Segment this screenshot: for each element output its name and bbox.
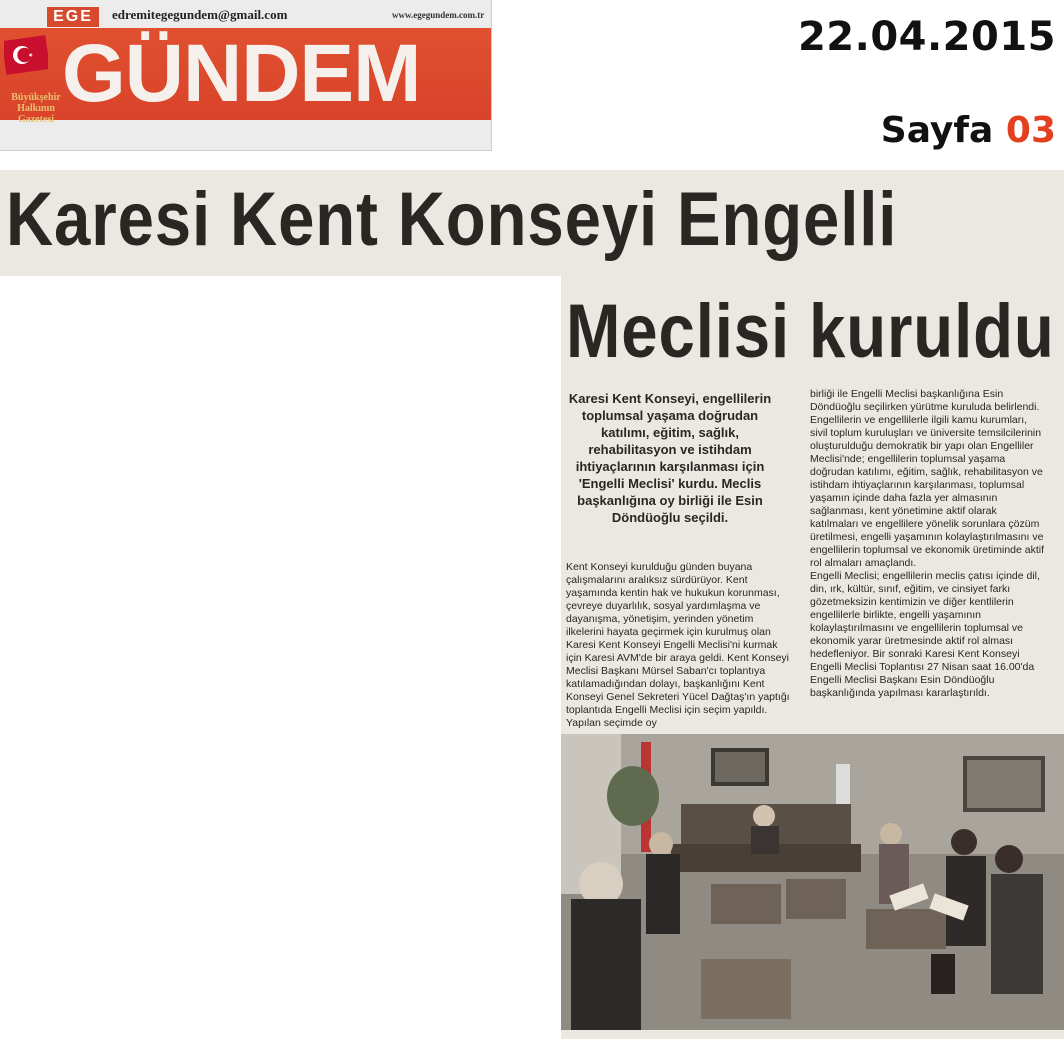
article-paragraph: birliği ile Engelli Meclisi başkanlığına Esin Döndüoğlu seçilirken yürütme kuruluda belirlendi.	[810, 388, 1040, 413]
newspaper-masthead	[0, 0, 492, 151]
article-body-right-column	[810, 388, 1045, 700]
slogan-line: Halkının	[17, 103, 55, 114]
edition-badge: EGE	[47, 7, 99, 27]
meeting-photo-illustration	[561, 734, 1064, 1030]
page-indicator	[881, 110, 1056, 151]
turkish-flag-icon	[4, 34, 48, 78]
newspaper-logo: GÜNDEM	[62, 28, 421, 119]
masthead-email: edremitegegundem@gmail.com	[112, 7, 288, 22]
masthead-website: www.egegundem.com.tr	[392, 10, 485, 20]
article-paragraph: Engellilerin ve engellilerle ilgili kamu kurumları, sivil toplum kuruluşları ve üniversite temsilcilerinin oluşturulduğu demokratik bir yapı olan Engelliler Meclisi'nde; engellilerin toplumsal yaşama doğrudan katılımı, eğitim, sağlık, rehabilitasyon ve istihdam ihtiyaçlarının karşılanması, toplumsal yaşamın içinde daha fazla yer almasının sağlanması, kent yönetimine aktif olarak katılmaları ve engellilere yönelik sorunlara çözüm üretilmesi, engelli yaşamının kolaylaştırılmasını ve engellilerin toplumsal ve ekonomik üretiminde aktif rol almaları amaçlandı.	[810, 414, 1045, 569]
page-label: Sayfa	[880, 110, 994, 151]
masthead-slogan	[6, 92, 66, 125]
article-headline-line1: Karesi Kent Konseyi Engelli	[6, 177, 898, 262]
meeting-photo	[561, 734, 1064, 1030]
issue-date: 22.04.2015	[797, 14, 1056, 60]
article-headline-line2: Meclisi kuruldu	[566, 289, 1055, 374]
page-number: 03	[1005, 110, 1056, 151]
slogan-line: Gazetesi	[17, 114, 55, 125]
article-paragraph: Engelli Meclisi; engellilerin meclis çatısı içinde dil, din, ırk, kültür, sınıf, eğitim, ve cinsiyet farkı gözetmeksizin kentimizin ve diğer kentlilerin engellilerle birlikte, engelli yaşamının kolaylaştırılmasını ve engellilerin toplumsal ve ekonomik yarar üretmesinde aktif rol alması hedefleniyor. Bir sonraki Karesi Kent Konseyi Engelli Meclisi Toplantısı 27 Nisan saat 16.00'da Engelli Meclisi Başkanı Esin Döndüoğlu başkanlığında yapılması kararlaştırıldı.	[810, 570, 1040, 699]
article-body-left-column: Kent Konseyi kurulduğu günden buyana çalışmalarını aralıksız sürdürüyor. Kent yaşamında kentin hak ve hukukun korunması, çevreye duyarlılık, sosyal yardımlaşma ve dayanışma, yönetişim, yerinden yönetim ilkelerini hayata geçirmek için kurulmuş olan Karesi Kent Konseyi Engelli Meclisi'ni kurmak için Karesi AVM'de bir araya geldi. Kent Konseyi Meclisi Başkanı Mürsel Saban'cı toplantıya katılamadığından dolayı, başkanlığını Kent Konseyi Genel Sekreteri Yücel Dağtaş'ın yaptığı toplantıda Engelli Meclisi için seçim yapıldı. Yapılan seçimde oy	[566, 561, 790, 729]
slogan-line: Büyükşehir	[11, 92, 61, 103]
article-lead: Karesi Kent Konseyi, engellilerin toplumsal yaşama doğrudan katılımı, eğitim, sağlık, rehabilitasyon ve istihdam ihtiyaçlarının karşılanması için 'Engelli Meclisi' kurdu. Meclis başkanlığına oy birliği ile Esin Döndüoğlu seçildi.	[568, 391, 772, 525]
